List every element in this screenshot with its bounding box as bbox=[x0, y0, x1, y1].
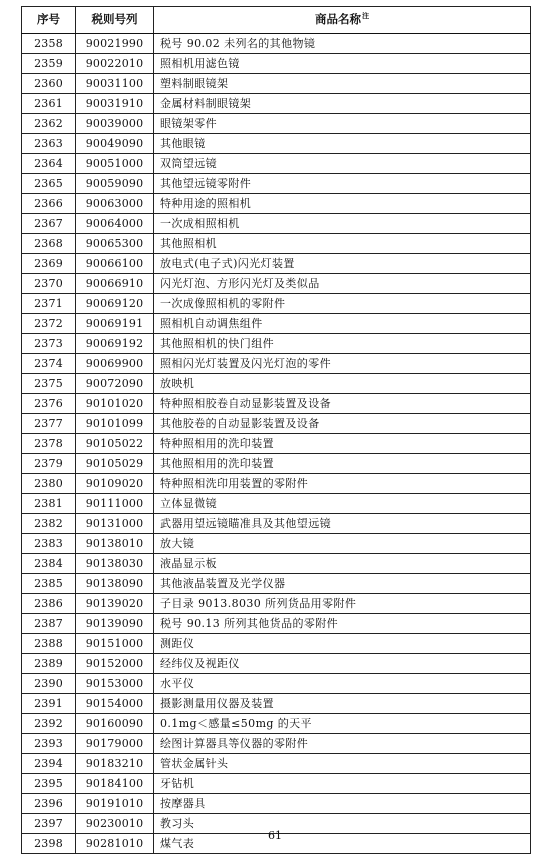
cell-code: 90183210 bbox=[76, 754, 154, 774]
table-row bbox=[22, 314, 531, 334]
table-row bbox=[22, 534, 531, 554]
table-row bbox=[22, 354, 531, 374]
cell-name: 其他胶卷的自动显影装置及设备 bbox=[154, 414, 531, 434]
header-name bbox=[154, 7, 531, 34]
cell-code: 90059090 bbox=[76, 174, 154, 194]
cell-code: 90051000 bbox=[76, 154, 154, 174]
cell-code: 90138090 bbox=[76, 574, 154, 594]
cell-seq: 2386 bbox=[22, 594, 76, 614]
table-row bbox=[22, 674, 531, 694]
cell-code: 90066100 bbox=[76, 254, 154, 274]
cell-name: 一次成相照相机 bbox=[154, 214, 531, 234]
cell-name: 一次成像照相机的零附件 bbox=[154, 294, 531, 314]
cell-seq: 2359 bbox=[22, 54, 76, 74]
table-row bbox=[22, 654, 531, 674]
cell-seq: 2384 bbox=[22, 554, 76, 574]
cell-name: 水平仪 bbox=[154, 674, 531, 694]
cell-name: 教习头 bbox=[154, 814, 531, 834]
cell-code: 90131000 bbox=[76, 514, 154, 534]
header-code: 税则号列 bbox=[76, 7, 154, 34]
table-row bbox=[22, 614, 531, 634]
table-row bbox=[22, 54, 531, 74]
cell-code: 90138010 bbox=[76, 534, 154, 554]
table-row bbox=[22, 154, 531, 174]
cell-code: 90179000 bbox=[76, 734, 154, 754]
cell-seq: 2387 bbox=[22, 614, 76, 634]
header-row bbox=[22, 7, 531, 34]
table-row bbox=[22, 714, 531, 734]
cell-code: 90230010 bbox=[76, 814, 154, 834]
cell-seq: 2396 bbox=[22, 794, 76, 814]
cell-name: 税号 90.13 所列其他货品的零附件 bbox=[154, 614, 531, 634]
cell-code: 90281010 bbox=[76, 834, 154, 854]
cell-name: 照相闪光灯装置及闪光灯泡的零件 bbox=[154, 354, 531, 374]
header-seq: 序号 bbox=[22, 7, 76, 34]
cell-seq: 2380 bbox=[22, 474, 76, 494]
cell-name: 放电式(电子式)闪光灯装置 bbox=[154, 254, 531, 274]
cell-seq: 2374 bbox=[22, 354, 76, 374]
cell-code: 90069900 bbox=[76, 354, 154, 374]
cell-code: 90031100 bbox=[76, 74, 154, 94]
cell-name: 绘图计算器具等仪器的零附件 bbox=[154, 734, 531, 754]
table-row bbox=[22, 174, 531, 194]
cell-name: 眼镜架零件 bbox=[154, 114, 531, 134]
table-row bbox=[22, 414, 531, 434]
cell-seq: 2395 bbox=[22, 774, 76, 794]
table-body bbox=[22, 34, 531, 854]
cell-name: 双筒望远镜 bbox=[154, 154, 531, 174]
table-row bbox=[22, 574, 531, 594]
cell-name: 特种用途的照相机 bbox=[154, 194, 531, 214]
cell-name: 管状金属针头 bbox=[154, 754, 531, 774]
table-row bbox=[22, 794, 531, 814]
cell-name: 牙钻机 bbox=[154, 774, 531, 794]
cell-seq: 2389 bbox=[22, 654, 76, 674]
cell-seq: 2370 bbox=[22, 274, 76, 294]
cell-name: 特种照相胶卷自动显影装置及设备 bbox=[154, 394, 531, 414]
table-row bbox=[22, 334, 531, 354]
cell-code: 90069120 bbox=[76, 294, 154, 314]
cell-name: 其他望远镜零附件 bbox=[154, 174, 531, 194]
cell-name: 测距仪 bbox=[154, 634, 531, 654]
table-row bbox=[22, 494, 531, 514]
cell-code: 90064000 bbox=[76, 214, 154, 234]
table-row bbox=[22, 454, 531, 474]
table-row bbox=[22, 114, 531, 134]
cell-code: 90072090 bbox=[76, 374, 154, 394]
table-row bbox=[22, 434, 531, 454]
footnote-mark: 注 bbox=[362, 12, 369, 21]
cell-code: 90065300 bbox=[76, 234, 154, 254]
cell-name: 其他照相用的洗印装置 bbox=[154, 454, 531, 474]
cell-name: 其他照相机 bbox=[154, 234, 531, 254]
table-row bbox=[22, 134, 531, 154]
cell-code: 90031910 bbox=[76, 94, 154, 114]
cell-code: 90069191 bbox=[76, 314, 154, 334]
cell-seq: 2368 bbox=[22, 234, 76, 254]
cell-seq: 2392 bbox=[22, 714, 76, 734]
cell-seq: 2390 bbox=[22, 674, 76, 694]
cell-seq: 2358 bbox=[22, 34, 76, 54]
cell-name: 照相机用滤色镜 bbox=[154, 54, 531, 74]
cell-seq: 2379 bbox=[22, 454, 76, 474]
cell-code: 90154000 bbox=[76, 694, 154, 714]
cell-code: 90022010 bbox=[76, 54, 154, 74]
cell-seq: 2372 bbox=[22, 314, 76, 334]
cell-code: 90105022 bbox=[76, 434, 154, 454]
cell-seq: 2381 bbox=[22, 494, 76, 514]
cell-code: 90039000 bbox=[76, 114, 154, 134]
cell-seq: 2369 bbox=[22, 254, 76, 274]
cell-name: 税号 90.02 未列名的其他物镜 bbox=[154, 34, 531, 54]
cell-seq: 2365 bbox=[22, 174, 76, 194]
cell-seq: 2363 bbox=[22, 134, 76, 154]
cell-code: 90111000 bbox=[76, 494, 154, 514]
cell-name: 摄影测量用仪器及装置 bbox=[154, 694, 531, 714]
table-row bbox=[22, 34, 531, 54]
cell-name: 放大镜 bbox=[154, 534, 531, 554]
cell-name: 金属材料制眼镜架 bbox=[154, 94, 531, 114]
table-row bbox=[22, 734, 531, 754]
cell-seq: 2391 bbox=[22, 694, 76, 714]
cell-name: 闪光灯泡、方形闪光灯及类似品 bbox=[154, 274, 531, 294]
cell-code: 90139090 bbox=[76, 614, 154, 634]
table-row bbox=[22, 74, 531, 94]
cell-code: 90101020 bbox=[76, 394, 154, 414]
cell-seq: 2393 bbox=[22, 734, 76, 754]
table-row bbox=[22, 474, 531, 494]
cell-name: 其他眼镜 bbox=[154, 134, 531, 154]
cell-seq: 2377 bbox=[22, 414, 76, 434]
table-row bbox=[22, 774, 531, 794]
table-row bbox=[22, 754, 531, 774]
cell-name: 0.1mg＜感量≤50mg 的天平 bbox=[154, 714, 531, 734]
cell-seq: 2367 bbox=[22, 214, 76, 234]
cell-code: 90139020 bbox=[76, 594, 154, 614]
cell-seq: 2397 bbox=[22, 814, 76, 834]
cell-seq: 2361 bbox=[22, 94, 76, 114]
cell-name: 其他液晶装置及光学仪器 bbox=[154, 574, 531, 594]
cell-name: 液晶显示板 bbox=[154, 554, 531, 574]
cell-seq: 2360 bbox=[22, 74, 76, 94]
cell-code: 90153000 bbox=[76, 674, 154, 694]
cell-name: 立体显微镜 bbox=[154, 494, 531, 514]
cell-seq: 2394 bbox=[22, 754, 76, 774]
table-row bbox=[22, 554, 531, 574]
table-row bbox=[22, 254, 531, 274]
cell-name: 特种照相用的洗印装置 bbox=[154, 434, 531, 454]
cell-seq: 2366 bbox=[22, 194, 76, 214]
cell-code: 90105029 bbox=[76, 454, 154, 474]
table-row bbox=[22, 274, 531, 294]
cell-code: 90109020 bbox=[76, 474, 154, 494]
page-number: 61 bbox=[268, 829, 282, 842]
cell-code: 90152000 bbox=[76, 654, 154, 674]
table-row bbox=[22, 94, 531, 114]
cell-code: 90151000 bbox=[76, 634, 154, 654]
cell-seq: 2362 bbox=[22, 114, 76, 134]
cell-name: 其他照相机的快门组件 bbox=[154, 334, 531, 354]
cell-seq: 2375 bbox=[22, 374, 76, 394]
cell-seq: 2364 bbox=[22, 154, 76, 174]
cell-code: 90184100 bbox=[76, 774, 154, 794]
cell-code: 90191010 bbox=[76, 794, 154, 814]
cell-seq: 2373 bbox=[22, 334, 76, 354]
header-name-label: 商品名称 bbox=[315, 12, 361, 27]
tariff-table bbox=[21, 6, 531, 854]
table-header bbox=[22, 7, 531, 34]
table-row bbox=[22, 394, 531, 414]
cell-code: 90138030 bbox=[76, 554, 154, 574]
cell-name: 经纬仪及视距仪 bbox=[154, 654, 531, 674]
cell-seq: 2371 bbox=[22, 294, 76, 314]
table-row bbox=[22, 294, 531, 314]
cell-name: 塑料制眼镜架 bbox=[154, 74, 531, 94]
table-row bbox=[22, 374, 531, 394]
cell-seq: 2398 bbox=[22, 834, 76, 854]
cell-code: 90066910 bbox=[76, 274, 154, 294]
cell-seq: 2383 bbox=[22, 534, 76, 554]
cell-name: 特种照相洗印用装置的零附件 bbox=[154, 474, 531, 494]
cell-seq: 2385 bbox=[22, 574, 76, 594]
cell-seq: 2378 bbox=[22, 434, 76, 454]
table-row bbox=[22, 214, 531, 234]
cell-name: 煤气表 bbox=[154, 834, 531, 854]
cell-code: 90069192 bbox=[76, 334, 154, 354]
table-row bbox=[22, 234, 531, 254]
cell-name: 子目录 9013.8030 所列货品用零附件 bbox=[154, 594, 531, 614]
cell-name: 照相机自动调焦组件 bbox=[154, 314, 531, 334]
cell-seq: 2382 bbox=[22, 514, 76, 534]
cell-seq: 2376 bbox=[22, 394, 76, 414]
table-row bbox=[22, 594, 531, 614]
cell-code: 90021990 bbox=[76, 34, 154, 54]
table-row bbox=[22, 514, 531, 534]
cell-name: 武器用望远镜瞄准具及其他望远镜 bbox=[154, 514, 531, 534]
cell-code: 90101099 bbox=[76, 414, 154, 434]
cell-name: 放映机 bbox=[154, 374, 531, 394]
table-row bbox=[22, 694, 531, 714]
cell-name: 按摩器具 bbox=[154, 794, 531, 814]
table-row bbox=[22, 634, 531, 654]
table-row bbox=[22, 194, 531, 214]
cell-code: 90049090 bbox=[76, 134, 154, 154]
cell-code: 90063000 bbox=[76, 194, 154, 214]
cell-seq: 2388 bbox=[22, 634, 76, 654]
cell-code: 90160090 bbox=[76, 714, 154, 734]
